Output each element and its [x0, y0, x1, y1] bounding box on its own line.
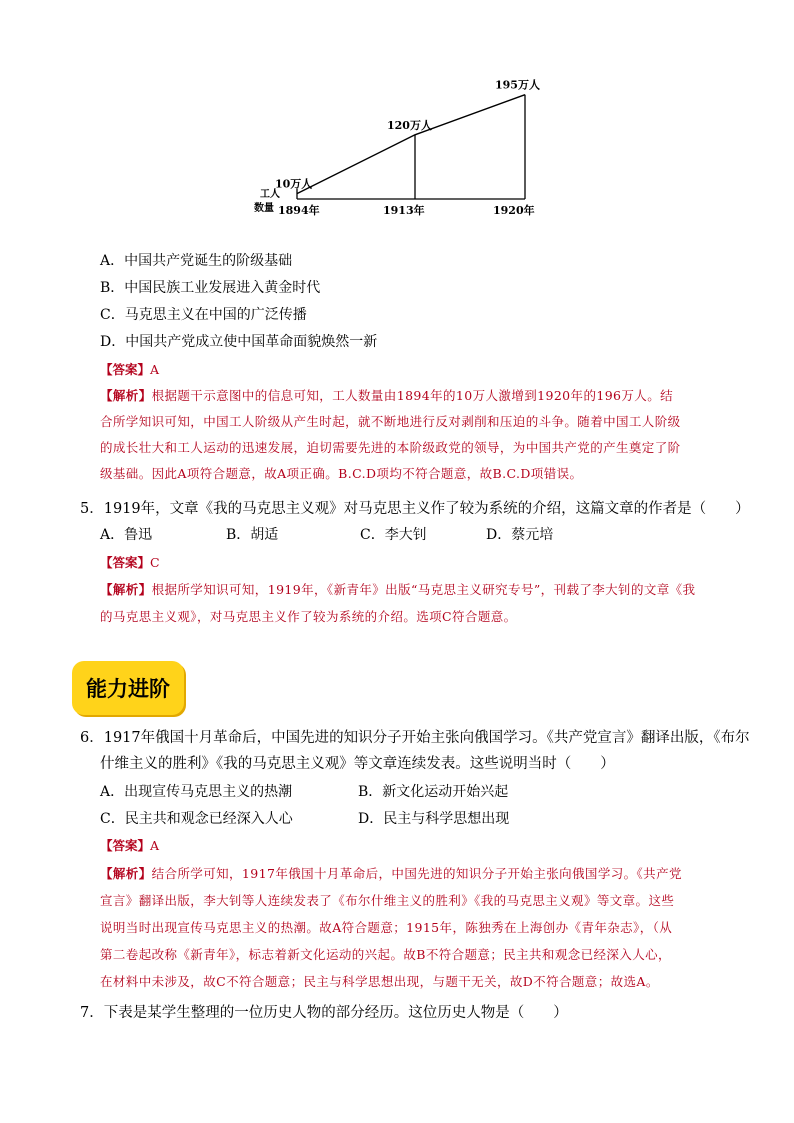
chart-svg [250, 80, 550, 230]
q6-stem-line-1: 6．1917年俄国十月革命后，中国先进的知识分子开始主张向俄国学习。《共产党宣言》翻译出版，《布尔 [80, 730, 750, 746]
q6-explain-line-2: 宣言》翻译出版，李大钊等人连续发表了《布尔什维主义的胜利》《我的马克思主义观》等文章。这些 [100, 893, 675, 908]
q5-explain-line-1 [100, 580, 695, 598]
q5-option-d: D．蔡元培 [486, 527, 554, 543]
q6-stem-line-2: 什维主义的胜利》《我的马克思主义观》等文章连续发表。这些说明当时（ ） [100, 756, 615, 772]
q6-explain-line-3: 说明当时出现宣传马克思主义的热潮。故A符合题意；1915年，陈独秀在上海创办《青年杂志》，（从 [100, 920, 673, 935]
worker-growth-chart [250, 80, 550, 230]
q4-option-b: B．中国民族工业发展进入黄金时代 [100, 280, 321, 296]
series-line [297, 95, 525, 194]
q6-explain-line-1 [100, 864, 682, 882]
q5-answer [100, 553, 160, 571]
answer-value: A [150, 362, 160, 377]
explain-text: 根据所学知识可知，1919年，《新青年》出版“马克思主义研究专号”，刊载了李大钊的文章《我 [151, 582, 696, 597]
data-label-0: 10万人 [275, 177, 313, 191]
explain-label: 【解析】 [100, 388, 152, 403]
x-tick-label-2: 1920年 [493, 204, 535, 217]
q4-explain-line-1 [100, 386, 673, 404]
q4-option-a: A．中国共产党诞生的阶级基础 [100, 253, 293, 269]
data-label-1: 120万人 [387, 118, 432, 132]
explain-label: 【解析】 [100, 582, 152, 597]
answer-value: A [150, 838, 160, 853]
explain-text: 结合所学可知，1917年俄国十月革命后，中国先进的知识分子开始主张向俄国学习。《共产党 [151, 866, 682, 881]
q5-stem: 5．1919年，文章《我的马克思主义观》对马克思主义作了较为系统的介绍，这篇文章的作者是（ ） [80, 501, 750, 517]
answer-label: 【答案】 [100, 362, 151, 377]
y-axis-label: 工人数量 [254, 189, 280, 214]
q4-explain-line-4: 级基础。因此A项符合题意，故A项正确。B.C.D项均不符合题意，故B.C.D项错误。 [100, 466, 583, 481]
q5-option-a: A．鲁迅 [100, 527, 153, 543]
explain-text: 根据题干示意图中的信息可知，工人数量由1894年的10万人激增到1920年的196万人。结 [151, 388, 673, 403]
q6-option-c: C．民主共和观念已经深入人心 [100, 811, 293, 827]
answer-value: C [150, 555, 160, 570]
answer-label: 【答案】 [100, 555, 151, 570]
q4-explain-line-3: 的成长壮大和工人运动的迅速发展，迫切需要先进的本阶级政党的领导，为中国共产党的产生奠定了阶 [100, 440, 681, 455]
q5-explain-line-2: 的马克思主义观》，对马克思主义作了较为系统的介绍。选项C符合题意。 [100, 609, 517, 624]
q5-option-b: B．胡适 [226, 527, 279, 543]
q5-option-c: C．李大钊 [360, 527, 427, 543]
data-label-2: 195万人 [495, 78, 540, 92]
explain-label: 【解析】 [100, 866, 152, 881]
q6-option-b: B．新文化运动开始兴起 [358, 784, 509, 800]
q6-option-d: D．民主与科学思想出现 [358, 811, 510, 827]
x-tick-label-1: 1913年 [383, 204, 425, 217]
x-tick-label-0: 1894年 [278, 204, 320, 217]
q6-explain-line-5: 在材料中未涉及，故C不符合题意；民主与科学思想出现，与题干无关，故D不符合题意；故选A。 [100, 974, 659, 989]
q4-option-c: C．马克思主义在中国的广泛传播 [100, 307, 307, 323]
q4-option-d: D．中国共产党成立使中国革命面貌焕然一新 [100, 334, 378, 350]
q7-stem: 7．下表是某学生整理的一位历史人物的部分经历。这位历史人物是（ ） [80, 1005, 568, 1021]
q6-answer [100, 836, 159, 854]
answer-label: 【答案】 [100, 838, 151, 853]
q4-answer [100, 360, 159, 378]
section-tag: 能力进阶 [72, 661, 184, 715]
q4-explain-line-2: 合所学知识可知，中国工人阶级从产生时起，就不断地进行反对剥削和压迫的斗争。随着中国工人阶级 [100, 414, 681, 429]
q6-option-a: A．出现宣传马克思主义的热潮 [100, 784, 293, 800]
q6-explain-line-4: 第二卷起改称《新青年》，标志着新文化运动的兴起。故B不符合题意；民主共和观念已经深入人心， [100, 947, 671, 962]
